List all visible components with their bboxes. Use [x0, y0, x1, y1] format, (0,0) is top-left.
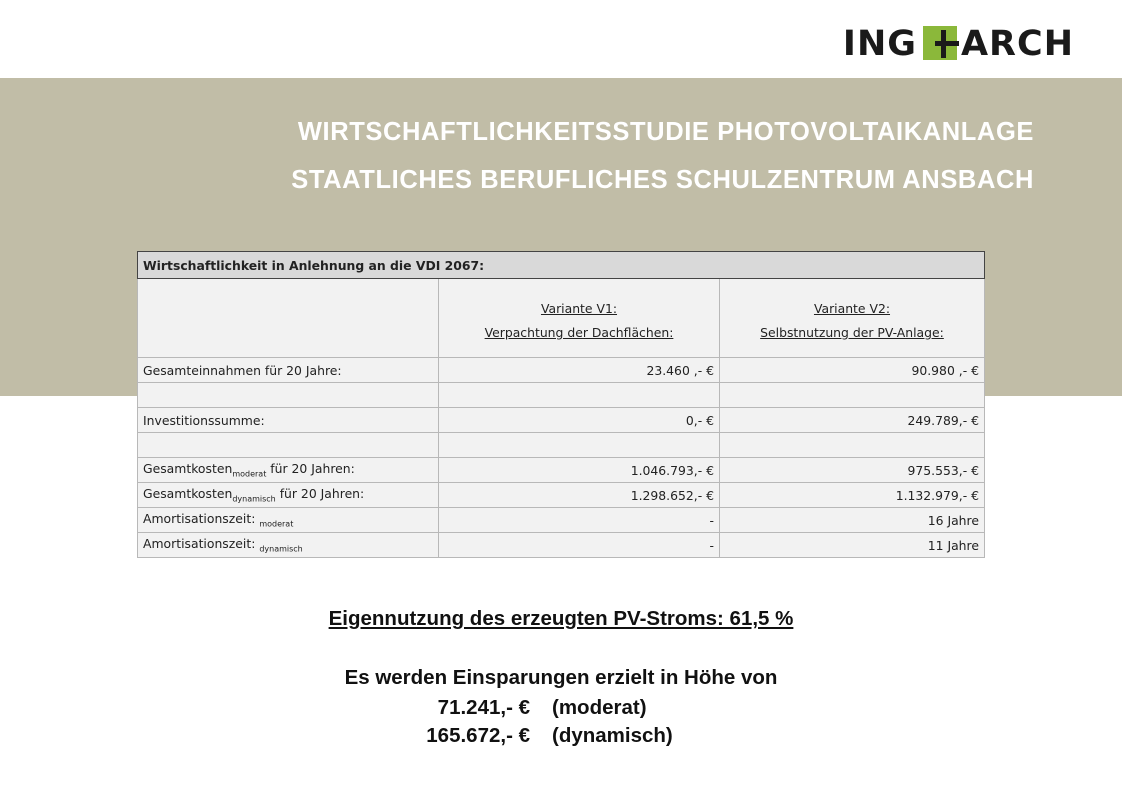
v2-value: 11 Jahre	[720, 533, 985, 558]
row-label: Amortisationszeit: $_{moderat}$	[138, 508, 439, 533]
v1-value: -	[439, 508, 720, 533]
v2-value: 975.553,- €	[720, 458, 985, 483]
table-row-empty	[138, 383, 985, 408]
table-row-amort-moderat	[138, 508, 985, 533]
empty-header-cell	[138, 279, 439, 358]
v2-value: 16 Jahre	[720, 508, 985, 533]
saving-dynamisch-label: (dynamisch)	[552, 724, 673, 747]
logo-plus-icon	[923, 26, 959, 62]
table-row-amort-dynamisch	[138, 533, 985, 558]
saving-dynamisch-amount: 165.672,- €	[426, 724, 530, 747]
v1-value: 1.046.793,- €	[439, 458, 720, 483]
logo-text-left: ING	[842, 24, 917, 64]
saving-moderat-label: (moderat)	[552, 696, 647, 719]
v1-value: 0,- €	[439, 408, 720, 433]
page-title-line1: WIRTSCHAFTLICHKEITSSTUDIE PHOTOVOLTAIKANLAGE	[297, 118, 1034, 146]
row-label: Investitionssumme:	[138, 408, 439, 433]
page-title-line2: STAATLICHES BERUFLICHES SCHULZENTRUM ANSBACH	[291, 166, 1034, 194]
company-logo	[843, 26, 1074, 62]
v1-value: 1.298.652,- €	[439, 483, 720, 508]
row-label: Gesamteinnahmen für 20 Jahre:	[138, 358, 439, 383]
savings-intro: Es werden Einsparungen erzielt in Höhe von	[344, 666, 778, 689]
v1-value: 23.460 ,- €	[439, 358, 720, 383]
v1-value: -	[439, 533, 720, 558]
logo-text-right: ARCH	[960, 24, 1074, 64]
v2-value: 249.789,- €	[720, 408, 985, 433]
v2-value: 1.132.979,- €	[720, 483, 985, 508]
table-row-investition	[138, 408, 985, 433]
variant-header-row	[138, 279, 985, 358]
v2-value: 90.980 ,- €	[720, 358, 985, 383]
table-row-einnahmen	[138, 358, 985, 383]
variant-v1-header: Variante V1: Verpachtung der Dachflächen:	[439, 279, 720, 358]
table-row-empty	[138, 433, 985, 458]
variant-v2-header: Variante V2: Selbstnutzung der PV-Anlage:	[720, 279, 985, 358]
row-label: Gesamtkosten$_{dynamisch}$ für 20 Jahren:	[138, 483, 439, 508]
table-row-kosten-moderat	[138, 458, 985, 483]
row-label: Gesamtkosten$_{moderat}$ für 20 Jahren:	[138, 458, 439, 483]
row-label: Amortisationszeit: $_{dynamisch}$	[138, 533, 439, 558]
own-use-statement: Eigennutzung des erzeugten PV-Stroms: 61,5 %	[328, 607, 794, 630]
table-heading: Wirtschaftlichkeit in Anlehnung an die VDI 2067:	[138, 252, 985, 279]
economics-table	[137, 251, 985, 558]
saving-moderat-amount: 71.241,- €	[437, 696, 530, 719]
table-heading-row	[138, 252, 985, 279]
table-row-kosten-dynamisch	[138, 483, 985, 508]
